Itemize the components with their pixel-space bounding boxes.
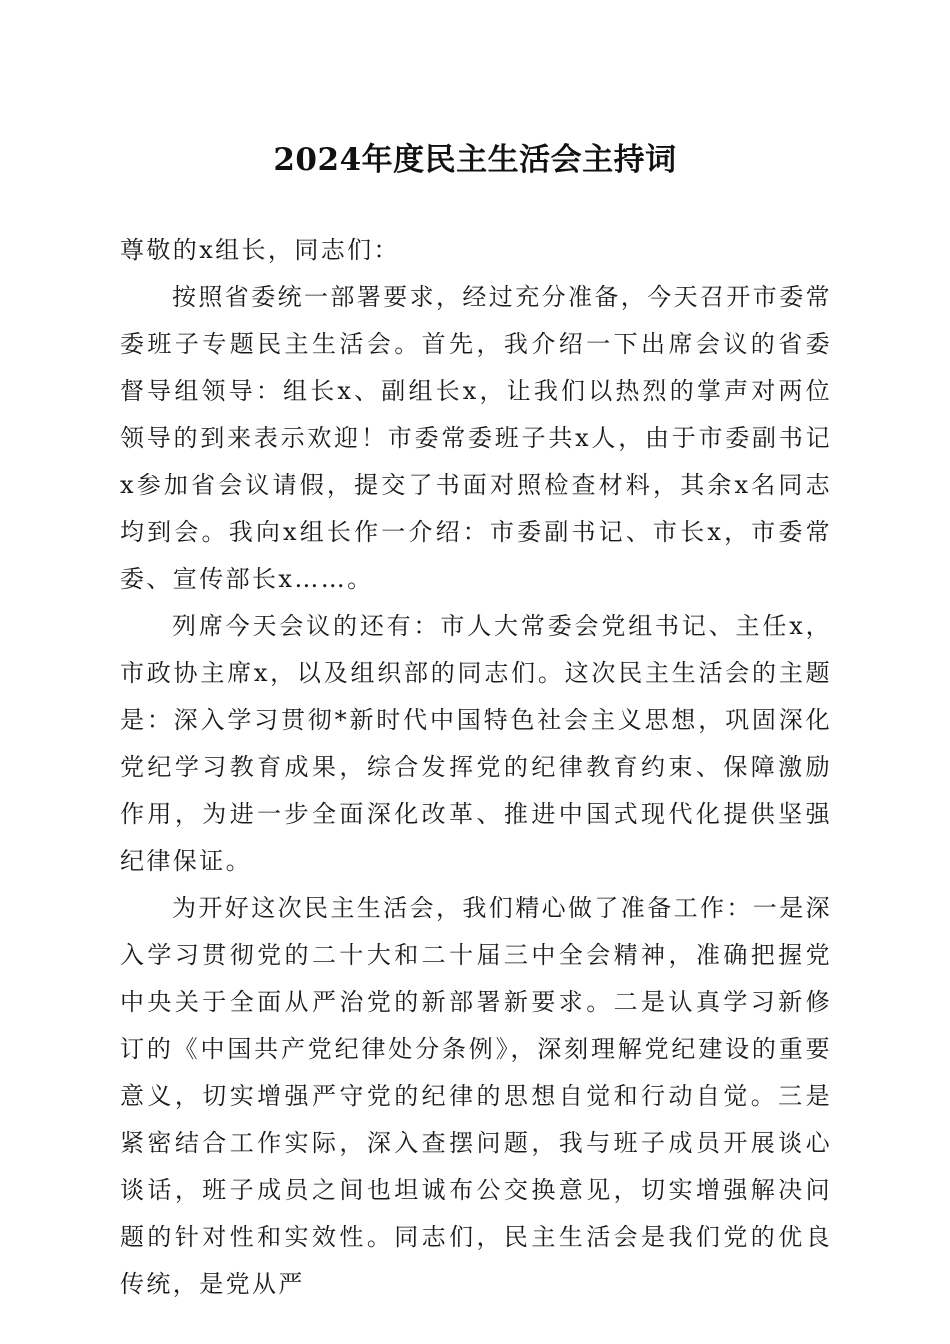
salutation: 尊敬的x组长，同志们： — [120, 236, 400, 264]
paragraph-2: 列席今天会议的还有：市人大常委会党组书记、主任x，市政协主席x，以及组织部的同志们。这次民主生活会的主题是：深入学习贯彻*新时代中国特色社会主义思想，巩固深化党纪学习教育成果，综合发挥党的纪律教育约束、保障激励作用，为进一步全面深化改革、推进中国式现代化提供坚强纪律保证。 — [120, 612, 832, 875]
paragraph-1: 按照省委统一部署要求，经过充分准备，今天召开市委常委班子专题民主生活会。首先，我介绍一下出席会议的省委督导组领导：组长x、副组长x，让我们以热烈的掌声对两位领导的到来表示欢迎！市委常委班子共x人，由于市委副书记x参加省会议请假，提交了书面对照检查材料，其余x名同志均到会。我向x组长作一介绍：市委副书记、市长x，市委常委、宣传部长x……。 — [120, 283, 832, 593]
document-body — [120, 227, 832, 1308]
paragraph-3: 为开好这次民主生活会，我们精心做了准备工作：一是深入学习贯彻党的二十大和二十届三中全会精神，准确把握党中央关于全面从严治党的新部署新要求。二是认真学习新修订的《中国共产党纪律处分条例》，深刻理解党纪建设的重要意义，切实增强严守党的纪律的思想自觉和行动自觉。三是紧密结合工作实际，深入查摆问题，我与班子成员开展谈心谈话，班子成员之间也坦诚布公交换意见，切实增强解决问题的针对性和实效性。同志们，民主生活会是我们党的优良传统，是党从严 — [120, 894, 832, 1298]
document-title: 2024年度民主生活会主持词 — [273, 142, 677, 178]
